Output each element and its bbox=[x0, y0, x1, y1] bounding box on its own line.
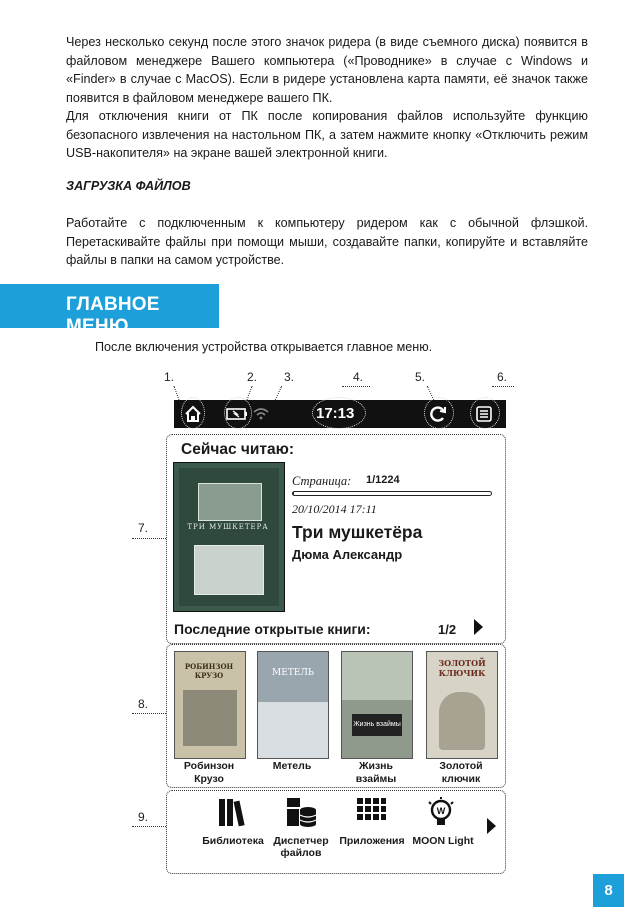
clock-display: 17:13 bbox=[316, 405, 355, 422]
app-moon-light-label[interactable]: MOON Light bbox=[412, 835, 474, 847]
paragraph-file-loading: Работайте с подключенным к компьютеру ридером как с обычной флэшкой. Перетаскивайте файлы при помощи мыши, создавайте папки, копируйте и вставляйте файлы в папки на самом устройстве. bbox=[66, 216, 588, 268]
recent-book-2-cover-text: МЕТЕЛЬ bbox=[272, 668, 314, 678]
recent-book-4-illustration bbox=[439, 692, 485, 750]
apps-grid-icon[interactable] bbox=[355, 796, 387, 828]
callout-3: 3. bbox=[284, 370, 295, 384]
recent-book-1-cover[interactable] bbox=[174, 651, 246, 759]
page-label: Страница: bbox=[292, 474, 352, 488]
recent-book-1-cover-text: РОБИНЗОН КРУЗО bbox=[184, 662, 234, 680]
paragraph-safe-eject: Для отключения книги от ПК после копирования файлов используйте функцию безопасного извлечения на настольном ПК, а затем нажмите кнопку «Отключить режим USB-накопителя» на экране вашей электронной книги. bbox=[66, 109, 588, 161]
cover-picture bbox=[194, 545, 264, 595]
page-value: 1/1224 bbox=[366, 474, 400, 486]
menu-icon[interactable] bbox=[472, 400, 496, 428]
paragraph-device-appears: Через несколько секунд после этого значок ридера (в виде съемного диска) появится в файловом менеджере Вашего компьютера («Проводнике» в случае с Windows и «Finder» в случае с MacOS). Если в ридере установлена карта памяти, её значок также появится в файловом менеджере вашего ПК. bbox=[66, 35, 588, 105]
recent-book-2-cover[interactable] bbox=[257, 651, 329, 759]
current-book-author: Дюма Александр bbox=[292, 547, 403, 562]
page-number: 8 bbox=[593, 874, 624, 907]
recent-book-3-caption[interactable]: Жизнь взаймы bbox=[355, 760, 397, 785]
app-file-manager-label[interactable]: Диспетчер файлов bbox=[273, 835, 329, 859]
app-applications-label[interactable]: Приложения bbox=[339, 835, 405, 847]
now-reading-title: Сейчас читаю: bbox=[181, 441, 295, 458]
device-status-bar bbox=[174, 400, 506, 428]
callout-8-leader bbox=[132, 713, 166, 714]
intro-text: После включения устройства открывается главное меню. bbox=[95, 340, 433, 354]
recent-book-4-cover-text: ЗОЛОТОЙ КЛЮЧИК bbox=[438, 658, 486, 678]
callout-9: 9. bbox=[138, 810, 149, 824]
callout-5: 5. bbox=[415, 370, 426, 384]
callout-3-leader bbox=[275, 386, 283, 400]
callout-1-leader bbox=[173, 386, 179, 400]
recent-book-4-cover[interactable] bbox=[426, 651, 498, 759]
library-icon[interactable] bbox=[216, 796, 248, 828]
recent-book-1-caption[interactable]: Робинзон Крузо bbox=[183, 760, 235, 785]
recent-book-2-caption[interactable]: Метель bbox=[272, 760, 312, 772]
recent-book-4-caption[interactable]: Золотой ключик bbox=[439, 760, 483, 785]
last-read-datetime: 20/10/2014 17:11 bbox=[292, 502, 377, 516]
battery-icon bbox=[225, 400, 249, 428]
recent-book-1-illustration bbox=[183, 690, 237, 746]
home-icon[interactable] bbox=[183, 400, 203, 428]
recent-books-page: 1/2 bbox=[438, 622, 457, 637]
current-book-title[interactable]: Три мушкетёра bbox=[292, 522, 423, 542]
recent-book-3-cover[interactable] bbox=[341, 651, 413, 759]
recent-books-title: Последние открытые книги: bbox=[174, 621, 371, 637]
callout-6: 6. bbox=[497, 370, 508, 384]
recent-book-2-illustration bbox=[258, 702, 328, 758]
reading-progress-bar bbox=[292, 491, 492, 496]
cover-title: ТРИ МУШКЕТЕРА bbox=[187, 523, 269, 531]
refresh-icon[interactable] bbox=[426, 400, 450, 428]
recent-book-3-illustration bbox=[342, 652, 412, 700]
section-title: ГЛАВНОЕ МЕНЮ bbox=[66, 294, 160, 337]
callout-4: 4. bbox=[353, 370, 364, 384]
wifi-icon bbox=[252, 400, 270, 428]
svg-text:W: W bbox=[436, 806, 446, 816]
callout-2: 2. bbox=[247, 370, 258, 384]
file-manager-icon[interactable] bbox=[285, 796, 317, 828]
heading-file-loading: ЗАГРУЗКА ФАЙЛОВ bbox=[66, 179, 191, 193]
cover-emblem bbox=[198, 483, 262, 521]
callout-2-leader bbox=[246, 386, 252, 400]
moon-light-icon[interactable] bbox=[425, 796, 457, 828]
recent-next-arrow-icon[interactable] bbox=[474, 619, 483, 635]
callout-4-leader bbox=[342, 386, 370, 387]
callout-7: 7. bbox=[138, 521, 149, 535]
recent-book-3-cover-text: Жизнь взаймы bbox=[352, 714, 402, 736]
apps-next-arrow-icon[interactable] bbox=[487, 818, 496, 834]
current-book-cover[interactable] bbox=[173, 462, 285, 612]
section-banner bbox=[0, 284, 219, 337]
callout-7-leader bbox=[132, 538, 166, 539]
callout-6-leader bbox=[492, 386, 514, 387]
callout-9-leader bbox=[132, 826, 166, 827]
app-library-label[interactable]: Библиотека bbox=[202, 835, 264, 847]
callout-8: 8. bbox=[138, 697, 149, 711]
callout-1: 1. bbox=[164, 370, 175, 384]
